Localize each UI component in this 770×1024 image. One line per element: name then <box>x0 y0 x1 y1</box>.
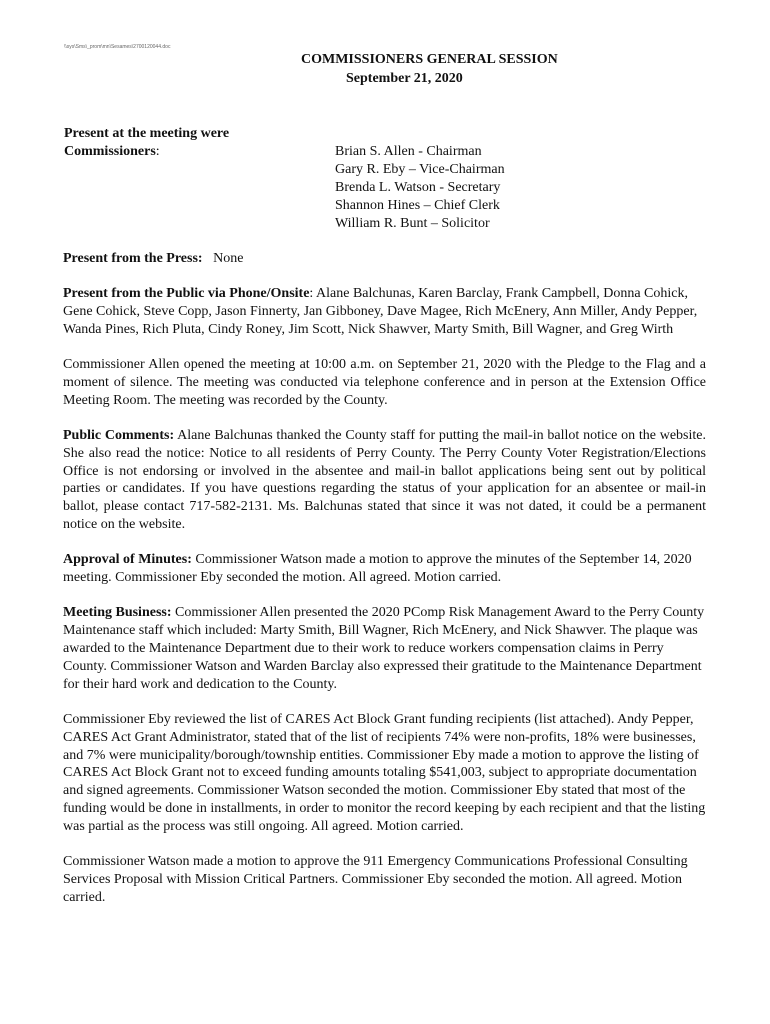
roster-item: Shannon Hines – Chief Clerk <box>335 198 500 213</box>
commissioner-roster <box>335 143 505 233</box>
public-phone-paragraph <box>63 285 706 338</box>
roster-item: Gary R. Eby – Vice-Chairman <box>335 162 505 177</box>
press-label: Present from the Press: <box>63 251 203 266</box>
press-paragraph <box>63 250 706 268</box>
press-text: None <box>213 251 244 266</box>
minutes-text: Commissioner Watson made a motion to approve the minutes of the September 14, 2020 meeting. Commissioner Eby seconded the motion. All agreed. Motion carried. <box>63 552 692 586</box>
public-comments-text: Alane Balchunas thanked the County staff for putting the mail-in ballot notice on the website. She also read the notice: Notice to all residents of Perry County. The Perry County Voter Registration/Elections Office is not endorsing or involved in the absentee and mail-in ballot applications being sent out by political parties or candidates. If you have questions regarding the status of your application for an absentee or mail-in ballot, please contact 717-582-2131. Ms. Balchunas stated that since it was not dated, it could be a permanent notice on the website. <box>63 428 707 533</box>
minutes-label: Approval of Minutes: <box>63 552 192 568</box>
present-label-line1: Present at the meeting were <box>64 126 230 141</box>
document-title: COMMISSIONERS GENERAL SESSION <box>301 52 558 67</box>
public-comments-label: Public Comments: <box>63 428 175 444</box>
meeting-business-label: Meeting Business: <box>63 605 172 621</box>
meeting-date: September 21, 2020 <box>346 71 463 86</box>
minutes-paragraph <box>63 551 706 587</box>
meeting-business-text: Commissioner Allen presented the 2020 PComp Risk Management Award to the Perry County Maintenance staff which included: Marty Smith, Bill Wagner, Rich McEnery, and Nick Shawver. The plaque was awarded to the Maintenance Department due to their work to reduce workers compensation claims in Perry County. Commissioner Watson and Warden Barclay also expressed their gratitude to the Maintenance Department for their hard work and dedication to the County. <box>63 605 705 692</box>
present-label-line2: Commissioners <box>64 144 156 159</box>
file-path: \\sys\Sms\_prom\mn\Sesames\2700120044.doc <box>64 44 171 50</box>
document-body <box>63 250 706 924</box>
public-phone-text: : Alane Balchunas, Karen Barclay, Frank Campbell, Donna Cohick, Gene Cohick, Steve Copp, Jason Finnerty, Jan Gibboney, Dave Magee, Rich McEnery, Ann Miller, Andy Pepper, Wanda Pines, Rich Pluta, Cindy Roney, Jim Scott, Nick Shawver, Marty Smith, Bill Wagner, and Greg Wirth <box>63 286 698 337</box>
present-label-colon: : <box>155 144 160 159</box>
public-phone-label: Present from the Public via Phone/Onsite <box>63 286 310 302</box>
public-comments-paragraph <box>63 427 706 534</box>
opening-paragraph: Commissioner Allen opened the meeting at 10:00 a.m. on September 21, 2020 with the Pledge to the Flag and a moment of silence. The meeting was conducted via telephone conference and in person at the Extension Office Meeting Room. The meeting was recorded by the County. <box>63 357 706 408</box>
meeting-business-paragraph <box>63 604 706 693</box>
cares-paragraph: Commissioner Eby reviewed the list of CARES Act Block Grant funding recipients (list attached). Andy Pepper, CARES Act Grant Administrator, stated that of the list of recipients 74% were non-profits, 18% were businesses, and 7% were municipality/borough/township entities. Commissioner Eby made a motion to approve the listing of CARES Act Block Grant not to exceed funding amounts totaling $541,003, subject to appropriate documentation and signed agreements. Commissioner Watson seconded the motion. Commissioner Eby stated that most of the funding would be done in installments, in order to monitor the record keeping by each recipient and that the listing was partial as the process was still ongoing. All agreed. Motion carried. <box>63 711 706 834</box>
emergency-paragraph: Commissioner Watson made a motion to approve the 911 Emergency Communications Professional Consulting Services Proposal with Mission Critical Partners. Commissioner Eby seconded the motion. All agreed. Motion carried. <box>63 854 688 905</box>
roster-item: William R. Bunt – Solicitor <box>335 216 490 231</box>
present-label <box>64 125 324 161</box>
roster-item: Brenda L. Watson - Secretary <box>335 180 501 195</box>
roster-item: Brian S. Allen - Chairman <box>335 144 482 159</box>
